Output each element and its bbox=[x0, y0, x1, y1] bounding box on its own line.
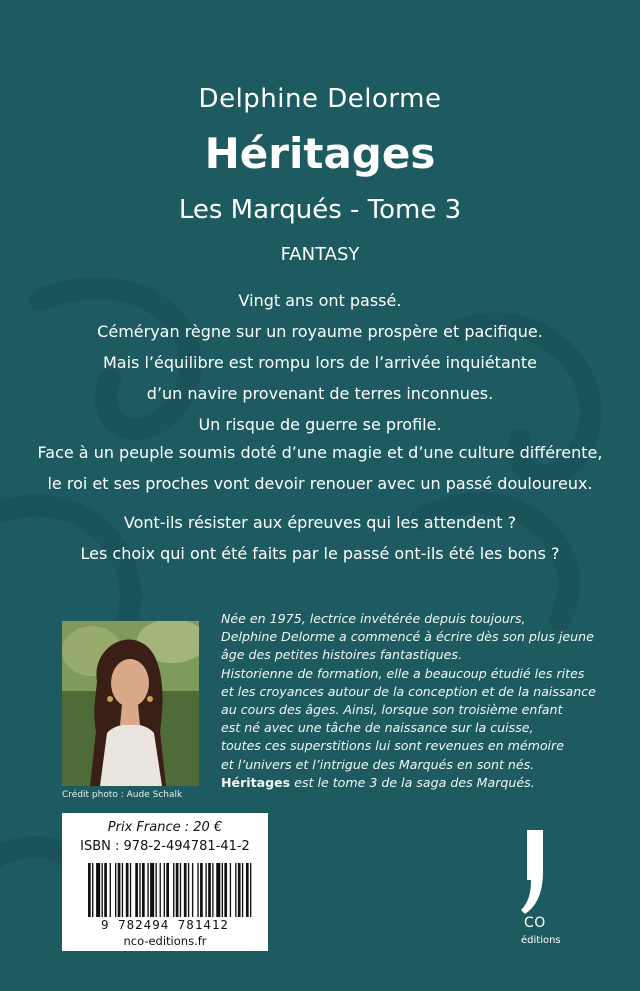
isbn-label: ISBN : 978-2-494781-41-2 bbox=[80, 839, 250, 854]
barcode-bar bbox=[173, 863, 174, 917]
barcode-bar bbox=[212, 863, 213, 917]
barcode-bar bbox=[118, 863, 121, 917]
blurb-paragraph-3 bbox=[0, 437, 640, 499]
barcode-bar bbox=[156, 863, 157, 917]
publisher-logo-label: éditions bbox=[521, 935, 561, 946]
author-name: Delphine Delorme bbox=[198, 84, 442, 114]
barcode-bar bbox=[192, 863, 193, 917]
bio-line-rest: est le tome 3 de la saga des Marqués. bbox=[290, 774, 535, 790]
barcode-bar bbox=[150, 863, 154, 917]
series-subtitle: Les Marqués - Tome 3 bbox=[178, 195, 462, 225]
blurb-paragraph-2 bbox=[0, 316, 640, 440]
publisher-logo-letters: CO bbox=[524, 915, 546, 931]
barcode-bar bbox=[238, 863, 241, 917]
blurb-line: Les choix qui ont été faits par le passé ont-ils été les bons ? bbox=[80, 544, 560, 563]
bio-line-last bbox=[221, 774, 611, 792]
blurb-paragraph-4 bbox=[0, 507, 640, 569]
blurb-line: Mais l’équilibre est rompu lors de l’arrivée inquiétante bbox=[102, 353, 538, 372]
bio-line: âge des petites histoires fantastiques. bbox=[221, 647, 462, 663]
barcode-bar bbox=[216, 863, 220, 917]
bio-line: toutes ces superstitions lui sont revenues en mémoire bbox=[221, 738, 564, 754]
barcode-bar bbox=[142, 863, 145, 917]
publisher-website: nco-editions.fr bbox=[123, 934, 207, 948]
barcode-bar bbox=[166, 863, 169, 917]
barcode-bar bbox=[246, 863, 249, 917]
barcode-bar bbox=[184, 863, 187, 917]
bio-line: Née en 1975, lectrice invétérée depuis toujours, bbox=[221, 611, 526, 626]
barcode-bar bbox=[110, 863, 111, 917]
price-label: Prix France : 20 € bbox=[107, 820, 223, 835]
barcode-bar bbox=[160, 863, 161, 917]
barcode-bar bbox=[147, 863, 148, 917]
blurb-line: Vont-ils résister aux épreuves qui les attendent ? bbox=[123, 513, 517, 532]
barcode-bar bbox=[250, 863, 251, 917]
barcode-bar bbox=[205, 863, 206, 917]
barcode-bar bbox=[102, 863, 103, 917]
barcode-bar bbox=[242, 863, 243, 917]
barcode-bar bbox=[180, 863, 181, 917]
barcode-bar bbox=[96, 863, 100, 917]
barcode-bar bbox=[88, 863, 91, 917]
barcode-bar bbox=[188, 863, 189, 917]
barcode-bar bbox=[164, 863, 165, 917]
bio-line: et les croyances autour de la conception et de la naissance bbox=[221, 683, 596, 699]
barcode-bar bbox=[135, 863, 138, 917]
barcode-bar bbox=[122, 863, 123, 917]
bio-line: et l’univers et l’intrigue des Marqués en sont nés. bbox=[221, 756, 535, 772]
barcode-bar bbox=[92, 863, 93, 917]
blurb-line: Vingt ans ont passé. bbox=[238, 291, 402, 310]
barcode-bar bbox=[139, 863, 140, 917]
blurb-line: Face à un peuple soumis doté d’une magie et d’une culture différente, bbox=[37, 443, 603, 462]
blurb-line: le roi et ses proches vont devoir renouer avec un passé douloureux. bbox=[47, 474, 593, 493]
barcode-bar bbox=[126, 863, 129, 917]
blurb-line: Céméryan règne sur un royaume prospère et pacifique. bbox=[97, 322, 543, 341]
bio-line: au cours des âges. Ainsi, lorsque son troisième enfant bbox=[221, 702, 563, 718]
blurb-paragraph-1 bbox=[0, 285, 640, 316]
barcode-bar bbox=[197, 863, 198, 917]
bio-line: Historienne de formation, elle a beaucoup étudié les rites bbox=[221, 665, 585, 681]
book-title: Héritages bbox=[204, 129, 436, 178]
barcode-bar bbox=[222, 863, 223, 917]
blurb-line: d’un navire provenant de terres inconnues. bbox=[146, 384, 494, 403]
blurb-line: Un risque de guerre se profile. bbox=[198, 415, 442, 434]
barcode-bar bbox=[176, 863, 179, 917]
barcode-icon bbox=[86, 863, 256, 921]
barcode-bar bbox=[224, 863, 227, 917]
bio-line: Delphine Delorme a commencé à écrire dès son plus jeune bbox=[221, 629, 594, 645]
author-bio bbox=[221, 610, 611, 792]
barcode-bar bbox=[230, 863, 231, 917]
genre-label: FANTASY bbox=[280, 244, 360, 265]
barcode-bar bbox=[200, 863, 203, 917]
barcode-bar bbox=[115, 863, 116, 917]
barcode-number: 9 782494 781412 bbox=[101, 917, 229, 932]
author-photo bbox=[62, 621, 199, 786]
barcode-bar bbox=[208, 863, 211, 917]
photo-credit: Crédit photo : Aude Schalk bbox=[62, 790, 183, 800]
barcode-bar bbox=[104, 863, 107, 917]
barcode-bar bbox=[130, 863, 131, 917]
bio-line: est né avec une tâche de naissance sur la cuisse, bbox=[221, 720, 534, 736]
price-barcode-box bbox=[62, 813, 268, 951]
barcode-bar bbox=[235, 863, 236, 917]
bio-book-title: Héritages bbox=[221, 774, 291, 790]
